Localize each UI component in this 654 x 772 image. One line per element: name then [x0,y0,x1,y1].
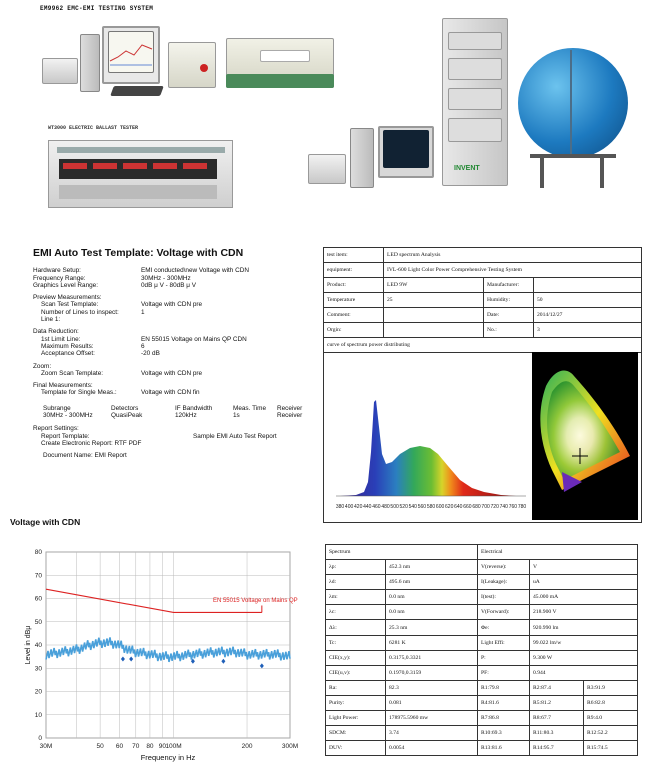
ballast-photo-title: WT3000 ELECTRIC BALLAST TESTER [48,125,139,131]
printer-shape [308,154,346,184]
pc-tower-shape [80,34,100,92]
y-tick-label: 10 [34,711,42,719]
subrange-values: 30MHz - 300MHz QuasiPeak 120kHz 1s Receiver [43,412,303,420]
subrange-header: Subrange Detectors IF Bandwidth Meas. Time Receiver [43,404,303,412]
emi-report: EMI Auto Test Template: Voltage with CDN Hardware Setup: EMI conducted\new Voltage with CDN Frequency Range: 30MHz - 300MHz Graphics Level Range: 0dB μ V - 80dB μ V Preview Measurements: Scan Test Template: Voltage with CDN pre Number of Lines to inspect: 1 Line 1: Data Reduction: 1st Limit Line: EN 55015 Voltage on Mains QP CDN Maximum Results: 6 Acceptance Offset: -20 dB Zoom: Zoom Scan Template: Voltage with CDN pre Final Measurements: Template for Single Meas.: Voltage with CDN fin Subrange Detectors IF Bandwidth Meas. Time Receiver 30MHz - 300MHz QuasiPeak 120kHz 1s Receiver Report Settings: Report Template: Sample EMI Auto Test Report Create Electronic Report: RTF PDF Document Name: EMI Report [33,250,323,460]
results-row: DUV: 0.0054 R13:81.6 R14:95.7 R15:74.5 [326,741,638,756]
y-tick-label: 80 [34,549,42,556]
y-tick-label: 30 [34,665,42,673]
brand-label: INVENT [454,165,480,172]
spectrum-x-tick: 700 [481,504,490,510]
results-row: Δλ: 25.3 nm Φe: 920.990 lm [326,620,638,635]
results-row: λd: 495.6 nm I(Leakage): uA [326,575,638,590]
spectrum-x-tick: 600 [435,504,445,510]
spectrum-x-tick: 620 [445,504,454,510]
spectrum-x-tick: 500 [390,504,399,510]
x-tick-label: 100M [165,743,182,750]
spectrum-x-tick: 520 [399,504,408,510]
spectrum-x-tick: 680 [472,504,481,510]
lisn-box-shape [168,42,216,88]
spectrum-x-tick: 380 [335,504,345,510]
spectrum-info-table: test item: LED spectrum Analysis equipment: IVL-600 Light Color Power Comprehensive Testing System Product: LED 9W Manufacturer: Temperature 25 Humidity: 50 Comment: Date: 2014/12/27 Orgin: No.: 3 curve of spectrum power distributing [323,247,642,523]
results-row: Ra: 82.3 R1:79.8 R2:87.4 R3:91.9 [326,680,638,695]
results-row: λm: 0.0 nm I(test): 45.000 mA [326,590,638,605]
emi-system-photo [40,16,340,102]
pc-tower-shape [350,128,374,188]
results-row: Tc: 6281 K Light Effi: 99.022 lm/w [326,635,638,650]
monitor-screen-shape [383,130,429,168]
results-row: CIE(u,v): 0.1970,0.3159 PF: 0.944 [326,665,638,680]
x-tick-label: 30M [39,743,53,750]
results-table: Spectrum Electrical λp: 452.3 nm V(reverse): V λd: 495.6 nm I(Leakage): uA λm: 0.0 nm I(test): 45.000 mA λc: 0.0 nm V(Forward): 218.900 V Δλ: 25.3 nm Φe: 920.990 lm Tc: 6281 K Light Effi: 99.022 lm/w CIE(x,y): 0.3175,0.3321 P: 9.300 W CIE(u,v): 0.1970,0.3159 PF: 0.944 Ra: 82.3 R1:79.8 R2:87.4 R3:91.9 Purity: 0.081 R4:81.6 R5:81.2 R6:82.8 Light Power: 178975.5960 mw R7:86.8 R8:67.7 R9:4.0 SDCM: 3.74 R10:69.3 R11:80.3 R12:52.2 DUV: 0.0054 R13:81.6 R14:95.7 R15:74.5 [325,544,638,756]
x-tick-label: 90 [158,743,167,750]
spectrum-x-tick: 460 [372,504,381,510]
spectrum-x-tick: 440 [363,504,372,510]
spectrum-curve [326,382,530,512]
x-tick-label: 300M [281,743,299,750]
spectrum-x-tick: 740 [499,504,508,510]
results-row: CIE(x,y): 0.3175,0.3321 P: 9.300 W [326,650,638,665]
chart-title: Voltage with CDN [10,517,81,527]
x-tick-label: 50 [96,743,104,750]
sphere-system-photo [308,18,638,196]
spectrum-area [340,400,516,496]
report-title: EMI Auto Test Template: Voltage with CDN [33,247,244,259]
spectrum-x-tick: 560 [417,504,427,510]
spectrum-x-tick: 400 [344,504,354,510]
x-tick-label: 80 [146,743,154,750]
x-tick-label: 60 [115,743,124,750]
spectrum-x-tick: 780 [517,504,527,510]
ballast-tester-photo [48,140,233,208]
y-tick-label: 60 [34,595,42,603]
spectrum-x-tick: 480 [381,504,390,510]
results-row: Purity: 0.081 R4:81.6 R5:81.2 R6:82.8 [326,695,638,710]
x-tick-label: 70 [132,743,140,750]
spectrum-x-tick: 640 [454,504,463,510]
spectrum-x-tick: 660 [463,504,472,510]
y-tick-label: 70 [34,572,42,580]
keyboard-shape [110,86,164,96]
top-photo-title: EM9962 EMC-EMI TESTING SYSTEM [40,5,154,12]
spectrum-x-tick: 540 [408,504,417,510]
results-row: SDCM: 3.74 R10:69.3 R11:80.3 R12:52.2 [326,726,638,741]
printer-shape [42,58,78,84]
cie-chromaticity-diagram [532,352,638,520]
x-tick-label: 200 [241,743,253,750]
y-axis-label: Level in dBμ [25,625,32,665]
y-tick-label: 0 [38,735,42,742]
spectrum-x-tick: 420 [354,504,363,510]
y-tick-label: 20 [34,688,42,696]
integrating-sphere-shape [518,48,628,158]
x-axis-label: Frequency in Hz [140,753,196,762]
limit-label: EN 55015 Voltage on Mains QP [212,597,298,604]
results-row: Light Power: 178975.5960 mw R7:86.8 R8:67.7 R9:4.0 [326,711,638,726]
spectrum-x-tick: 760 [508,504,518,510]
results-row: λc: 0.0 nm V(Forward): 218.900 V [326,605,638,620]
monitor-plot-icon [108,31,154,73]
spectrum-x-tick: 580 [426,504,436,510]
emi-chart [0,540,300,770]
y-tick-label: 40 [34,642,42,649]
y-tick-label: 50 [34,618,42,626]
results-row: λp: 452.3 nm V(reverse): V [326,560,638,575]
spectrum-x-tick: 720 [490,504,499,510]
